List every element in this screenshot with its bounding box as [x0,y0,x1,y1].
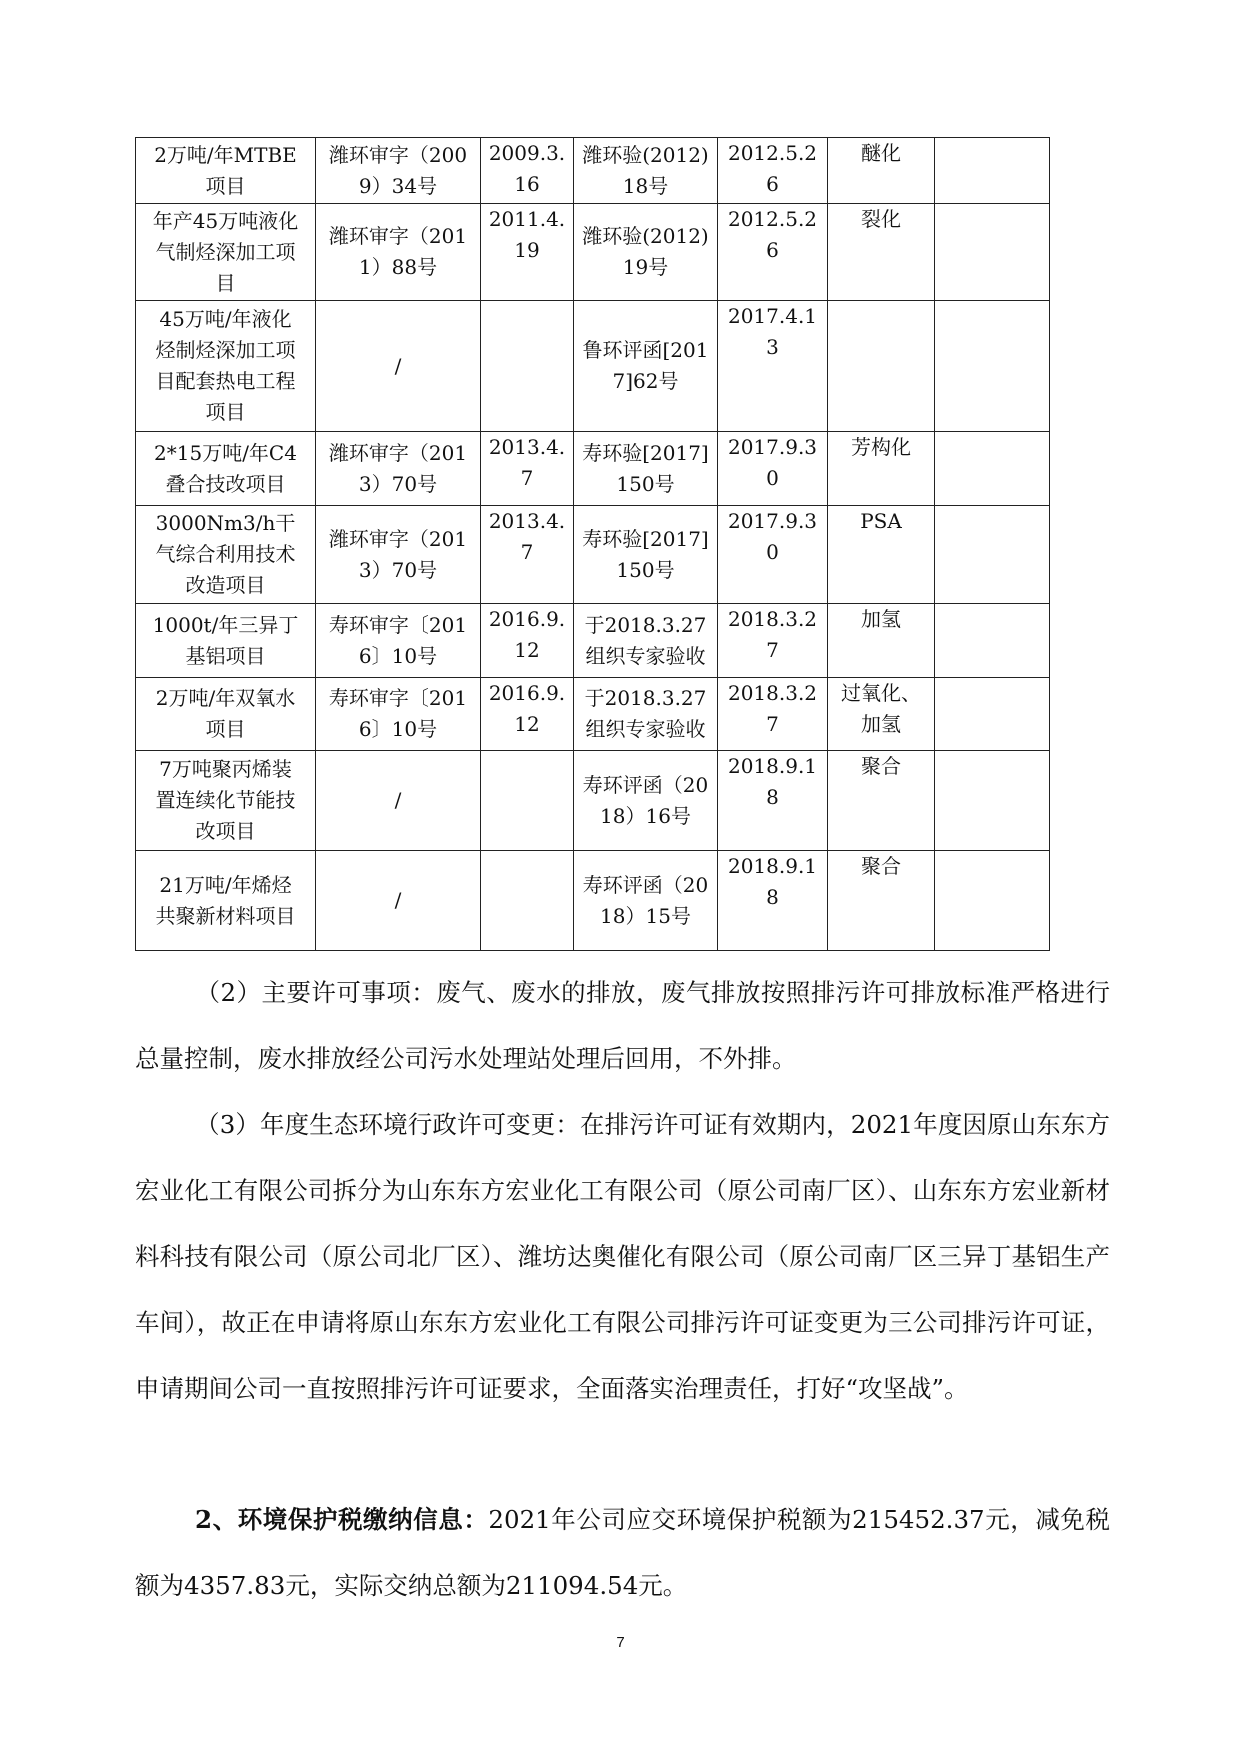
process-cell: 加氢 [828,604,935,678]
eia-approval-cell: 潍环审字（2009）34号 [316,138,481,204]
acceptance-cell: 于2018.3.27组织专家验收 [574,604,718,678]
table-row [136,506,1050,604]
table-row [136,204,1050,301]
process-cell: 聚合 [828,851,935,951]
acceptance-cell: 寿环评函（2018）16号 [574,751,718,851]
project-name-cell: 3000Nm3/h干气综合利用技术改造项目 [136,506,316,604]
process-cell: 过氧化、加氢 [828,678,935,751]
acceptance-cell: 寿环验[2017]150号 [574,506,718,604]
eia-approval-cell: / [316,301,481,432]
acceptance-cell: 寿环评函（2018）15号 [574,851,718,951]
table-row [136,678,1050,751]
remark-cell [935,751,1050,851]
eia-approval-cell: / [316,851,481,951]
eia-date-cell: 2009.3.16 [481,138,574,204]
eia-date-cell [481,301,574,432]
project-name-cell: 2万吨/年双氧水项目 [136,678,316,751]
acceptance-date-cell: 2012.5.26 [718,204,828,301]
process-cell [828,301,935,432]
eia-date-cell: 2016.9.12 [481,678,574,751]
project-name-cell: 年产45万吨液化气制烃深加工项目 [136,204,316,301]
permit-items-paragraph [135,960,1110,1092]
table-row [136,604,1050,678]
acceptance-date-cell: 2018.3.27 [718,678,828,751]
permits-table [135,137,1050,951]
acceptance-cell: 寿环验[2017]150号 [574,432,718,506]
remark-cell [935,506,1050,604]
eia-date-cell: 2011.4.19 [481,204,574,301]
tax-paragraph [135,1487,1110,1619]
eia-approval-cell: 寿环审字〔2016〕10号 [316,678,481,751]
project-name-cell: 2万吨/年MTBE项目 [136,138,316,204]
table-row [136,751,1050,851]
permit-items-text: （2）主要许可事项：废气、废水的排放，废气排放按照排污许可排放标准严格进行总量控制，废水排放经公司污水处理站处理后回用，不外排。 [135,978,1110,1073]
remark-cell [935,204,1050,301]
table-row [136,432,1050,506]
eia-date-cell [481,751,574,851]
tax-heading: 2、环境保护税缴纳信息： [195,1505,489,1534]
acceptance-cell: 于2018.3.27组织专家验收 [574,678,718,751]
eia-date-cell: 2013.4.7 [481,506,574,604]
permits-table-body [136,138,1050,951]
process-cell: 芳构化 [828,432,935,506]
acceptance-date-cell: 2012.5.26 [718,138,828,204]
acceptance-date-cell: 2017.9.30 [718,432,828,506]
remark-cell [935,678,1050,751]
eia-approval-cell: 寿环审字〔2016〕10号 [316,604,481,678]
project-name-cell: 45万吨/年液化烃制烃深加工项目配套热电工程项目 [136,301,316,432]
project-name-cell: 2*15万吨/年C4叠合技改项目 [136,432,316,506]
tax-text: 2021年公司应交环境保护税额为215452.37元，减免税额为4357.83元，实际交纳总额为211094.54元。 [135,1505,1110,1600]
remark-cell [935,301,1050,432]
acceptance-cell: 鲁环评函[2017]62号 [574,301,718,432]
eia-approval-cell: 潍环审字（2013）70号 [316,506,481,604]
project-name-cell: 1000t/年三异丁基铝项目 [136,604,316,678]
acceptance-date-cell: 2018.9.18 [718,751,828,851]
permit-change-text: （3）年度生态环境行政许可变更：在排污许可证有效期内，2021年度因原山东东方宏业化工有限公司拆分为山东东方宏业化工有限公司（原公司南厂区）、山东东方宏业新材料科技有限公司（原公司北厂区）、潍坊达奥催化有限公司（原公司南厂区三异丁基铝生产车间），故正在申请将原山东东方宏业化工有限公司排污许可证变更为三公司排污许可证，申请期间公司一直按照排污许可证要求，全面落实治理责任，打好“攻坚战”。 [135,1110,1110,1403]
acceptance-date-cell: 2017.4.13 [718,301,828,432]
table-row [136,851,1050,951]
remark-cell [935,851,1050,951]
acceptance-date-cell: 2018.3.27 [718,604,828,678]
remark-cell [935,432,1050,506]
eia-approval-cell: / [316,751,481,851]
permit-change-paragraph [135,1092,1110,1422]
acceptance-date-cell: 2018.9.18 [718,851,828,951]
process-cell: 裂化 [828,204,935,301]
eia-date-cell [481,851,574,951]
eia-date-cell: 2016.9.12 [481,604,574,678]
eia-approval-cell: 潍环审字（2013）70号 [316,432,481,506]
eia-date-cell: 2013.4.7 [481,432,574,506]
acceptance-cell: 潍环验(2012)18号 [574,138,718,204]
table-row [136,301,1050,432]
acceptance-date-cell: 2017.9.30 [718,506,828,604]
page-number: 7 [616,1634,625,1651]
remark-cell [935,604,1050,678]
project-name-cell: 7万吨聚丙烯装置连续化节能技改项目 [136,751,316,851]
project-name-cell: 21万吨/年烯烃共聚新材料项目 [136,851,316,951]
process-cell: 醚化 [828,138,935,204]
process-cell: 聚合 [828,751,935,851]
process-cell: PSA [828,506,935,604]
remark-cell [935,138,1050,204]
table-row [136,138,1050,204]
acceptance-cell: 潍环验(2012)19号 [574,204,718,301]
eia-approval-cell: 潍环审字（2011）88号 [316,204,481,301]
